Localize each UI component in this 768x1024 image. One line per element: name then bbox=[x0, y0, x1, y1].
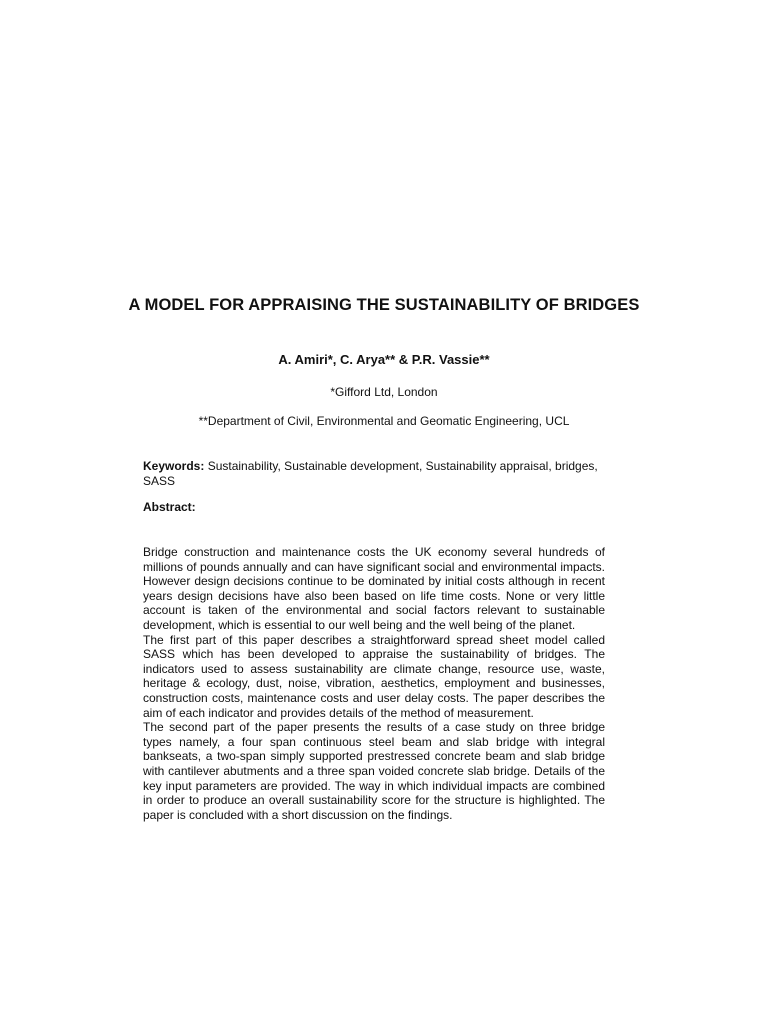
author-list: A. Amiri*, C. Arya** & P.R. Vassie** bbox=[278, 352, 490, 367]
abstract-body bbox=[143, 545, 605, 822]
affiliation-gifford: *Gifford Ltd, London bbox=[330, 385, 438, 399]
affiliation-ucl: **Department of Civil, Environmental and Geomatic Engineering, UCL bbox=[198, 414, 570, 428]
abstract-paragraph: The first part of this paper describes a straightforward spread sheet model called SASS which has been developed to appraise the sustainability of bridges. The indicators used to assess sustainability are climate change, resource use, waste, heritage & ecology, dust, noise, vibration, aesthetics, employment and businesses, construction costs, maintenance costs and user delay costs. The paper describes the aim of each indicator and provides details of the method of measurement. bbox=[143, 632, 605, 720]
abstract-paragraph: The second part of the paper presents the results of a case study on three bridge types namely, a four span continuous steel beam and slab bridge with integral bankseats, a two-span simply supported prestressed concrete beam and slab bridge with cantilever abutments and a three span voided concrete slab bridge. Details of the key input parameters are provided. The way in which individual impacts are combined in order to produce an overall sustainability score for the structure is highlighted. The paper is concluded with a short discussion on the findings. bbox=[143, 720, 605, 822]
keywords-text: Sustainability, Sustainable development, Sustainability appraisal, bridges, SASS bbox=[143, 459, 598, 488]
abstract-paragraph: Bridge construction and maintenance costs the UK economy several hundreds of millions of pounds annually and can have significant social and environmental impacts. However design decisions continue to be dominated by initial costs although in recent years design decisions have also been based on life time costs. None or very little account is taken of the environmental and social factors relevant to sustainable development, which is essential to our well being and the well being of the planet. bbox=[143, 545, 605, 632]
keywords-label: Keywords: bbox=[143, 459, 205, 473]
abstract-heading: Abstract: bbox=[143, 500, 196, 514]
paper-title: A MODEL FOR APPRAISING THE SUSTAINABILITY OF BRIDGES bbox=[128, 296, 640, 314]
keywords-block bbox=[143, 459, 605, 488]
